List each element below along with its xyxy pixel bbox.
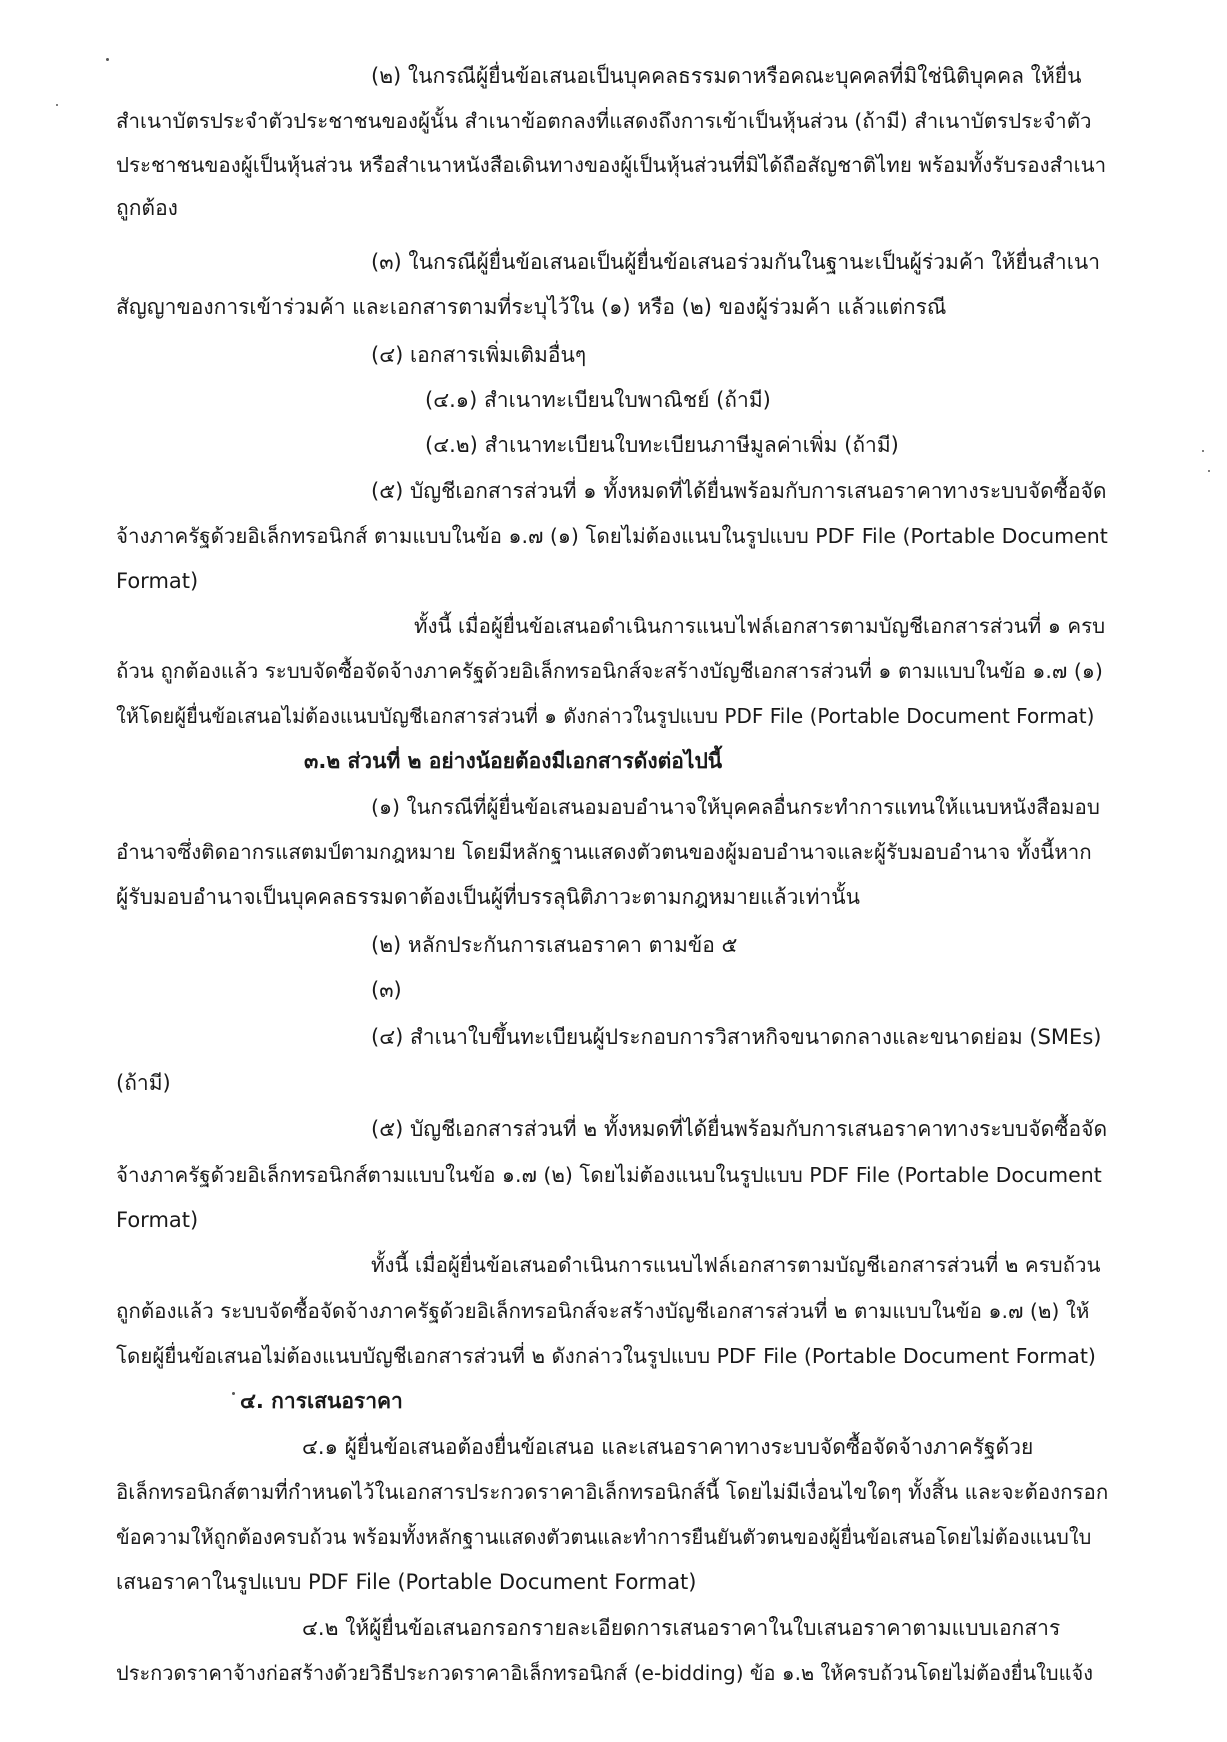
text-line: สำเนาบัตรประจำตัวประชาชนของผู้นั้น สำเนาข้อตกลงที่แสดงถึงการเข้าเป็นหุ้นส่วน (ถ้ามี) สำเนาบัตรประจำตัว bbox=[116, 109, 1092, 133]
text-line: Format) bbox=[116, 569, 199, 593]
text-line: อิเล็กทรอนิกส์ตามที่กำหนดไว้ในเอกสารประกวดราคาอิเล็กทรอนิกส์นี้ โดยไม่มีเงื่อนไขใดๆ ทั้งสิ้น และจะต้องกรอก bbox=[116, 1480, 1109, 1504]
scan-speck bbox=[56, 104, 58, 106]
scan-speck bbox=[1208, 470, 1210, 472]
text-line: ถูกต้องแล้ว ระบบจัดซื้อจัดจ้างภาครัฐด้วยอิเล็กทรอนิกส์จะสร้างบัญชีเอกสารส่วนที่ ๒ ตามแบบในข้อ ๑.๗ (๒) ให้ bbox=[116, 1299, 1090, 1323]
text-line: ข้อความให้ถูกต้องครบถ้วน พร้อมทั้งหลักฐานแสดงตัวตนและทำการยืนยันตัวตนของผู้ยื่นข้อเสนอโดยไม่ต้องแนบใบ bbox=[116, 1525, 1092, 1549]
text-line: อำนาจซึ่งติดอากรแสตมป์ตามกฎหมาย โดยมีหลักฐานแสดงตัวตนของผู้มอบอำนาจและผู้รับมอบอำนาจ ทั้งนี้หาก bbox=[116, 840, 1092, 864]
text-line: ทั้งนี้ เมื่อผู้ยื่นข้อเสนอดำเนินการแนบไฟล์เอกสารตามบัญชีเอกสารส่วนที่ ๑ ครบ bbox=[414, 614, 1106, 638]
text-line: (๓) ในกรณีผู้ยื่นข้อเสนอเป็นผู้ยื่นข้อเสนอร่วมกันในฐานะเป็นผู้ร่วมค้า ให้ยื่นสำเนา bbox=[371, 250, 1101, 274]
scan-speck bbox=[106, 58, 109, 61]
section-heading: ๓.๒ ส่วนที่ ๒ อย่างน้อยต้องมีเอกสารดังต่อไปนี้ bbox=[304, 749, 723, 773]
text-line: ประกวดราคาจ้างก่อสร้างด้วยวิธีประกวดราคาอิเล็กทรอนิกส์ (e-bidding) ข้อ ๑.๒ ให้ครบถ้วนโดยไม่ต้องยื่นใบแจ้ง bbox=[116, 1661, 1093, 1685]
text-line: (๔.๑) สำเนาทะเบียนใบพาณิชย์ (ถ้ามี) bbox=[425, 388, 771, 412]
text-line: จ้างภาครัฐด้วยอิเล็กทรอนิกส์ ตามแบบในข้อ ๑.๗ (๑) โดยไม่ต้องแนบในรูปแบบ PDF File (Portable Document bbox=[116, 524, 1108, 548]
text-line: (ถ้ามี) bbox=[116, 1071, 171, 1095]
text-line: ประชาชนของผู้เป็นหุ้นส่วน หรือสำเนาหนังสือเดินทางของผู้เป็นหุ้นส่วนที่มิได้ถือสัญชาติไทย พร้อมทั้งรับรองสำเนา bbox=[116, 153, 1107, 177]
text-line: (๑) ในกรณีที่ผู้ยื่นข้อเสนอมอบอำนาจให้บุคคลอื่นกระทำการแทนให้แนบหนังสือมอบ bbox=[371, 795, 1100, 819]
text-line: ผู้รับมอบอำนาจเป็นบุคคลธรรมดาต้องเป็นผู้ที่บรรลุนิติภาวะตามกฎหมายแล้วเท่านั้น bbox=[116, 885, 860, 909]
text-line: (๒) ในกรณีผู้ยื่นข้อเสนอเป็นบุคคลธรรมดาหรือคณะบุคคลที่มิใช่นิติบุคคล ให้ยื่น bbox=[371, 64, 1082, 88]
text-line: ๔.๒ ให้ผู้ยื่นข้อเสนอกรอกรายละเอียดการเสนอราคาในใบเสนอราคาตามแบบเอกสาร bbox=[302, 1616, 1061, 1640]
text-line: เสนอราคาในรูปแบบ PDF File (Portable Document Format) bbox=[116, 1570, 697, 1594]
text-line: ให้โดยผู้ยื่นข้อเสนอไม่ต้องแนบบัญชีเอกสารส่วนที่ ๑ ดังกล่าวในรูปแบบ PDF File (Portable Document Format) bbox=[116, 704, 1095, 728]
text-line: ทั้งนี้ เมื่อผู้ยื่นข้อเสนอดำเนินการแนบไฟล์เอกสารตามบัญชีเอกสารส่วนที่ ๒ ครบถ้วน bbox=[371, 1253, 1101, 1277]
text-line: (๕) บัญชีเอกสารส่วนที่ ๑ ทั้งหมดที่ได้ยื่นพร้อมกับการเสนอราคาทางระบบจัดซื้อจัด bbox=[371, 479, 1107, 503]
text-line: (๔) สำเนาใบขึ้นทะเบียนผู้ประกอบการวิสาหกิจขนาดกลางและขนาดย่อม (SMEs) bbox=[371, 1025, 1102, 1049]
text-line: สัญญาของการเข้าร่วมค้า และเอกสารตามที่ระบุไว้ใน (๑) หรือ (๒) ของผู้ร่วมค้า แล้วแต่กรณี bbox=[116, 295, 947, 319]
scan-speck bbox=[1202, 450, 1204, 452]
text-line: (๕) บัญชีเอกสารส่วนที่ ๒ ทั้งหมดที่ได้ยื่นพร้อมกับการเสนอราคาทางระบบจัดซื้อจัด bbox=[371, 1117, 1108, 1141]
text-line: (๓) bbox=[371, 978, 402, 1002]
text-line: (๒) หลักประกันการเสนอราคา ตามข้อ ๕ bbox=[371, 933, 738, 957]
text-line: ถ้วน ถูกต้องแล้ว ระบบจัดซื้อจัดจ้างภาครัฐด้วยอิเล็กทรอนิกส์จะสร้างบัญชีเอกสารส่วนที่ ๑ ตามแบบในข้อ ๑.๗ (๑) bbox=[116, 659, 1103, 683]
text-line: ๔.๑ ผู้ยื่นข้อเสนอต้องยื่นข้อเสนอ และเสนอราคาทางระบบจัดซื้อจัดจ้างภาครัฐด้วย bbox=[302, 1435, 1034, 1459]
text-line: (๔.๒) สำเนาทะเบียนใบทะเบียนภาษีมูลค่าเพิ่ม (ถ้ามี) bbox=[425, 433, 899, 457]
section-heading: ๔. การเสนอราคา bbox=[240, 1389, 403, 1413]
text-line: โดยผู้ยื่นข้อเสนอไม่ต้องแนบบัญชีเอกสารส่วนที่ ๒ ดังกล่าวในรูปแบบ PDF File (Portable Document Format) bbox=[116, 1344, 1096, 1368]
text-line: ถูกต้อง bbox=[116, 196, 178, 220]
text-line: Format) bbox=[116, 1208, 199, 1232]
text-line: (๔) เอกสารเพิ่มเติมอื่นๆ bbox=[371, 343, 587, 367]
scan-speck bbox=[232, 1392, 235, 1395]
text-line: จ้างภาครัฐด้วยอิเล็กทรอนิกส์ตามแบบในข้อ ๑.๗ (๒) โดยไม่ต้องแนบในรูปแบบ PDF File (Portable Document bbox=[116, 1163, 1102, 1187]
